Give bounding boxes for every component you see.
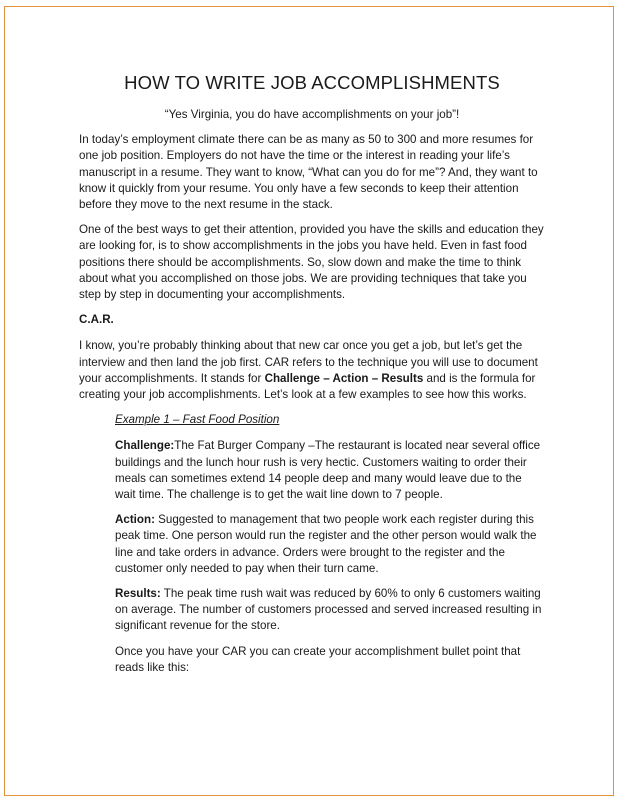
car-text-before: I know, you’re probably thinking about that new car once you get a job, but let’s get the interview and then land the job first. CAR refers to the technique you will use to document your accomplishments. It stands for [79, 339, 538, 385]
intro-paragraph-2: One of the best ways to get their attention, provided you have the skills and education they are looking for, is to show accomplishments in the jobs you have held. Even in fast food positions there should be accomplishments. So, slow down and make the time to think about what you accomplished on those jobs. We are providing techniques that take you step by step in documenting your accomplishments. [79, 223, 544, 302]
example-title: Example 1 – Fast Food Position [115, 413, 280, 427]
results-label: Results: [115, 587, 161, 601]
challenge-paragraph [115, 438, 545, 503]
challenge-text: The Fat Burger Company –The restaurant is located near several office buildings and the lunch hour rush is very hectic. Customers waiting to order their meals can sometimes extend 14 people deep and many would leave due to the wait time. The challenge is to get the wait line down to 7 people. [115, 439, 541, 502]
action-label: Action: [115, 513, 155, 527]
action-paragraph [115, 512, 545, 577]
closing-paragraph: Once you have your CAR you can create your accomplishment bullet point that reads like this: [115, 644, 521, 674]
results-paragraph [115, 586, 545, 635]
intro-paragraph-1: In today’s employment climate there can be as many as 50 to 300 and more resumes for one job position. Employers do not have the time or the interest in reading your life’s manuscript in a resume. They want to know, “What can you do for me”? And, they want to know it quickly from your resume. You only have a few seconds to keep their attention before they move to the next resume in the stack. [79, 133, 538, 212]
action-text: Suggested to management that two people work each register during this peak time. One person would run the register and the other person would walk the line and take orders in advance. Orders were brought to the register and the customer only needed to pay when their turn came. [115, 513, 537, 575]
car-heading: C.A.R. [79, 313, 114, 327]
car-bold-formula: Challenge – Action – Results [264, 371, 424, 385]
document-subtitle: “Yes Virginia, you do have accomplishments on your job”! [164, 108, 460, 121]
example-block [115, 412, 545, 676]
car-paragraph [79, 338, 545, 403]
challenge-label: Challenge: [115, 439, 175, 453]
document-title: HOW TO WRITE JOB ACCOMPLISHMENTS [124, 72, 500, 93]
car-text-after: and is the formula for creating your job accomplishments. Let’s look at a few examples to see how this works. [79, 371, 536, 402]
results-text: The peak time rush wait was reduced by 60% to only 6 customers waiting on average. The number of customers processed and served increased resulting in significant revenue for the store. [115, 587, 542, 633]
document-page [79, 72, 545, 685]
